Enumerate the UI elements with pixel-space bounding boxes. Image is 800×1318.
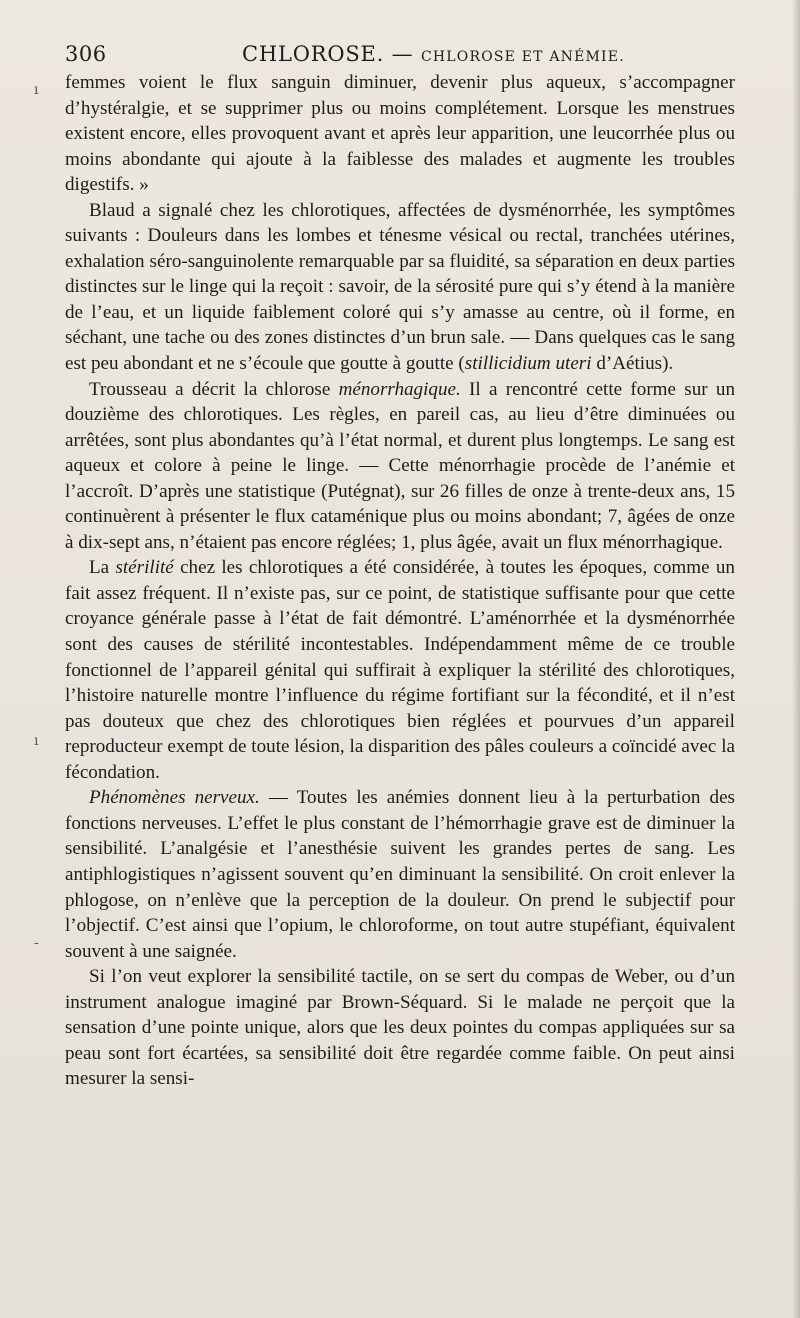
paragraph-text: Trousseau a décrit la chlorose [89,378,339,400]
paragraph [65,785,735,964]
paragraph-text: Il a rencontré cette forme sur un douzième des chlorotiques. Les règles, en pareil cas, au lieu d’être diminuées ou arrêtées, sont plus abondantes qu’à l’état normal, et durent plus longtemps. Le sang est aqueux et colore à peine le linge. — Cette ménorrhagie procède de l’anémie et l’accroît. D’après une statistique (Putégnat), sur 26 filles de onze à trente-deux ans, 15 continuèrent à présenter le flux cataménique plus ou moins abondant; 7, âgées de onze à dix-sept ans, n’étaient pas encore réglées; 1, plus âgée, avait un flux ménorrhagique. [65,378,735,553]
italic-text: ménorrhagique. [338,378,461,400]
paragraph-text: chez les chlorotiques a été considérée, à toutes les époques, comme un fait assez fréquent. Il n’existe pas, sur ce point, de statistique suffisante pour que cette croyance générale passe à l’état de fait démontré. L’aménorrhée et la dysménorrhée sont des causes de stérilité incontestables. Indépendamment même de ce trouble fonctionnel de l’appareil génital qui suffirait à expliquer la stérilité des chlorotiques, l’histoire naturelle montre l’influence du régime fortifiant sur la fécondité, et il n’est pas douteux que chez des chlorotiques bien réglées et pourvues d’un appareil reproducteur exempt de toute lésion, la disparition des pâles couleurs a coïncidé avec la fécondation. [65,557,735,783]
margin-mark: - [34,935,39,951]
running-header [65,34,735,70]
running-title-sub: CHLOROSE ET ANÉMIE. [420,49,625,65]
margin-mark: ı [34,733,39,749]
italic-text: Phénomènes nerveux. [89,787,260,809]
margin-mark: ı [34,82,39,98]
paragraph-text: Si l’on veut explorer la sensibilité tactile, on se sert du compas de Weber, ou d’un instrument analogue imaginé par Brown-Séquard. Si le malade ne perçoit que la sensation d’une pointe unique, alors que les deux pointes du compas appliquées sur sa peau sont fort écartées, sa sensibilité doit être regardée comme faible. On peut ainsi mesurer la sensi- [65,966,735,1090]
running-title-main: CHLOROSE. [242,42,385,66]
italic-text: stérilité [115,557,174,579]
paragraph [65,964,735,1092]
running-title [242,42,625,66]
paragraph-text: La [89,557,116,579]
body-text [65,70,735,1092]
paragraph-text: Blaud a signalé chez les chlorotiques, affectées de dysménorrhée, les symptômes suivants : Douleurs dans les lombes et ténesme vésical ou rectal, tranchées utérines, exhalation séro-sanguinolente remarquable par sa fluidité, sa séparation en deux parties distinctes sur le linge qui la reçoit : savoir, de la sérosité pure qui s’y étend à la manière de l’eau, et un liquide faiblement coloré qui s’y amasse au centre, où il forme, en séchant, une tache ou des zones distinctes d’un brun sale. — Dans quelques cas le sang est peu abondant et ne s’écoule que goutte à goutte ( [65,199,735,375]
paragraph-text: d’Aétius). [591,353,674,375]
running-title-separator: — [391,42,414,66]
italic-text: stillicidium uteri [464,353,592,375]
page-number: 306 [65,42,107,66]
paragraph [65,555,735,785]
paragraph-text: femmes voient le flux sanguin diminuer, devenir plus aqueux, s’accompagner d’hystéralgie, et se supprimer plus ou moins complétement. Lorsque les menstrues existent encore, elles provoquent avant et après leur apparition, une leucorrhée plus ou moins abondante qui ajoute à la faiblesse des malades et augmente les troubles digestifs. » [65,72,735,196]
paragraph [65,198,735,377]
paragraph [65,377,735,556]
paragraph [65,70,735,198]
paragraph-text: — Toutes les anémies donnent lieu à la perturbation des fonctions nerveuses. L’effet le plus constant de l’hémorrhagie grave est de diminuer la sensibilité. L’analgésie et l’anesthésie suivent les grandes pertes de sang. Les antiphlogistiques n’agissent souvent qu’en diminuant la sensibilité. On croit enlever la phlogose, on n’enlève que la perception de la douleur. On prend le subjectif pour l’objectif. C’est ainsi que l’opium, le chloroforme, on tout autre stupéfiant, équivalent souvent à une saignée. [65,787,735,962]
